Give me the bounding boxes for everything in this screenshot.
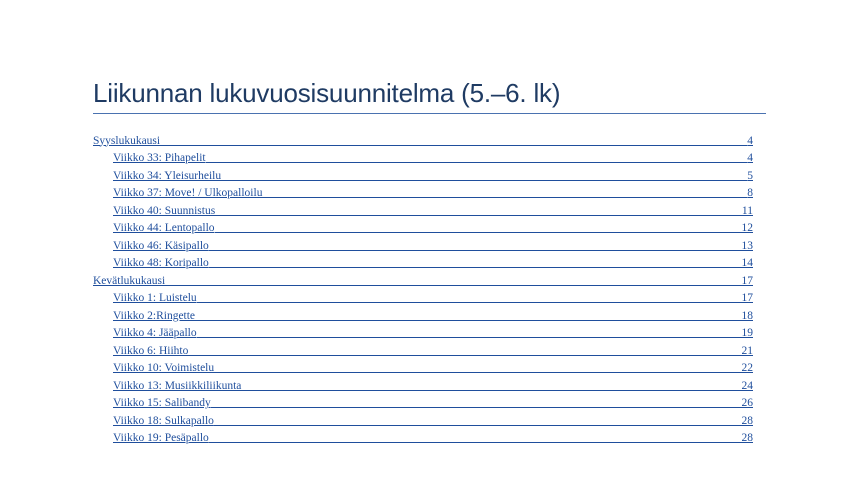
toc-leader-line	[195, 320, 741, 321]
toc-leader-line	[211, 407, 742, 408]
toc-entry-viikko-10[interactable]	[93, 358, 753, 376]
toc-entry-page: 17	[741, 274, 753, 287]
toc-entry-viikko-15[interactable]	[93, 393, 753, 411]
toc-entry-text: Viikko 48: Koripallo	[113, 257, 209, 269]
toc-entry-page: 5	[747, 169, 753, 182]
toc-entry-text: Viikko 6: Hiihto	[113, 344, 189, 357]
toc-entry-page: 11	[741, 204, 753, 217]
toc-entry-viikko-46[interactable]	[93, 235, 753, 253]
toc-entry-syyslukukausi[interactable]	[93, 130, 753, 148]
toc-entry-page: 12	[741, 222, 753, 234]
toc-leader-line	[241, 390, 741, 391]
toc-entry-text: Viikko 4: Jääpallo	[113, 327, 197, 339]
toc-entry-text: Kevätlukukausi	[93, 274, 166, 287]
toc-entry-text: Viikko 19: Pesäpallo	[113, 432, 209, 444]
toc-leader-line	[206, 162, 748, 163]
toc-entry-page: 4	[747, 152, 753, 164]
toc-entry-page: 24	[741, 379, 753, 392]
toc-leader-line	[209, 442, 742, 443]
toc-leader-line	[209, 267, 742, 268]
toc-entry-viikko-18[interactable]	[93, 410, 753, 428]
toc-entry-viikko-1[interactable]	[93, 288, 753, 306]
toc-entry-viikko-6[interactable]	[93, 340, 753, 358]
toc-entry-viikko-19[interactable]	[93, 428, 753, 446]
toc-entry-text: Viikko 18: Sulkapallo	[113, 414, 214, 427]
document-title: Liikunnan lukuvuosisuunnitelma (5.–6. lk)	[93, 78, 561, 108]
table-of-contents	[93, 130, 753, 445]
toc-leader-line	[262, 197, 747, 198]
toc-entry-page: 28	[741, 414, 753, 427]
toc-entry-text: Viikko 1: Luistelu	[113, 292, 197, 304]
toc-entry-page: 19	[741, 327, 753, 339]
toc-entry-text: Viikko 46: Käsipallo	[113, 239, 209, 252]
toc-entry-text: Viikko 10: Voimistelu	[113, 362, 215, 374]
toc-leader-line	[215, 232, 742, 233]
toc-entry-viikko-2[interactable]	[93, 305, 753, 323]
toc-entry-page: 21	[741, 344, 753, 357]
toc-entry-text: Viikko 2:Ringette	[113, 309, 196, 322]
toc-leader-line	[197, 302, 742, 303]
toc-leader-line	[160, 145, 747, 146]
toc-entry-viikko-34[interactable]	[93, 165, 753, 183]
toc-leader-line	[197, 337, 742, 338]
toc-entry-viikko-37[interactable]	[93, 183, 753, 201]
toc-entry-page: 18	[741, 309, 753, 322]
toc-entry-page: 26	[741, 397, 753, 409]
toc-entry-viikko-13[interactable]	[93, 375, 753, 393]
toc-entry-page: 17	[741, 292, 753, 304]
toc-entry-viikko-40[interactable]	[93, 200, 753, 218]
toc-entry-viikko-33[interactable]	[93, 148, 753, 166]
toc-entry-text: Syyslukukausi	[93, 134, 161, 147]
toc-entry-page: 8	[747, 187, 753, 199]
toc-entry-viikko-48[interactable]	[93, 253, 753, 271]
toc-entry-page: 22	[741, 362, 753, 374]
toc-entry-text: Viikko 37: Move! / Ulkopalloilu	[113, 187, 263, 199]
toc-entry-viikko-44[interactable]	[93, 218, 753, 236]
toc-leader-line	[221, 180, 747, 181]
toc-entry-page: 28	[741, 432, 753, 444]
toc-leader-line	[215, 215, 742, 216]
toc-entry-page: 4	[747, 134, 753, 147]
toc-leader-line	[209, 250, 742, 251]
toc-entry-text: Viikko 44: Lentopallo	[113, 222, 215, 234]
toc-leader-line	[214, 372, 741, 373]
toc-entry-kevatlukukausi[interactable]	[93, 270, 753, 288]
toc-entry-viikko-4[interactable]	[93, 323, 753, 341]
toc-leader-line	[214, 425, 742, 426]
toc-entry-text: Viikko 34: Yleisurheilu	[113, 169, 222, 182]
title-underline-rule	[93, 113, 766, 114]
toc-entry-page: 13	[741, 239, 753, 252]
toc-leader-line	[188, 355, 741, 356]
toc-entry-text: Viikko 33: Pihapelit	[113, 152, 206, 164]
toc-leader-line	[165, 285, 741, 286]
toc-entry-page: 14	[741, 257, 753, 269]
toc-entry-text: Viikko 15: Salibandy	[113, 397, 211, 409]
toc-entry-text: Viikko 40: Suunnistus	[113, 204, 216, 217]
toc-entry-text: Viikko 13: Musiikkiliikunta	[113, 379, 242, 392]
